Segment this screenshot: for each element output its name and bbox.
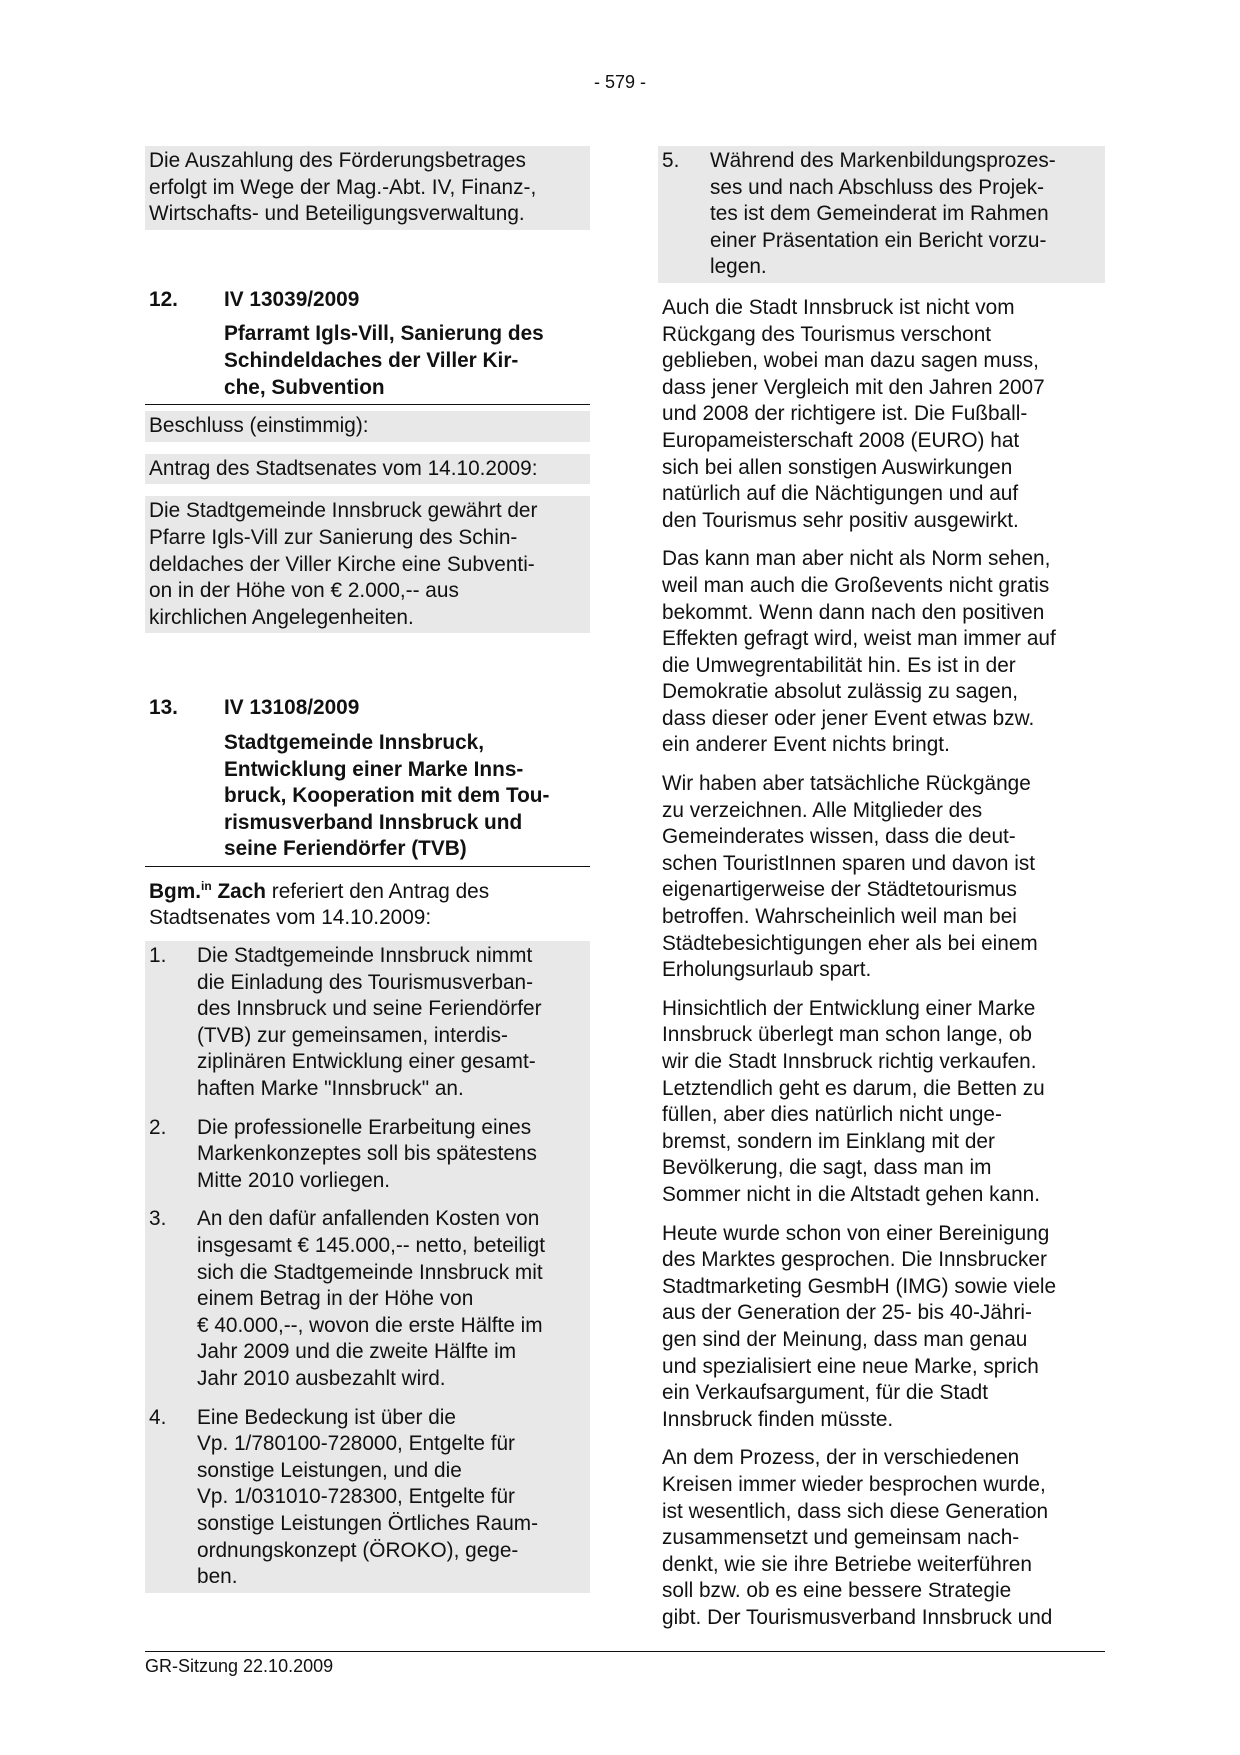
paragraph-line: füllen, aber dies natürlich nicht unge- xyxy=(662,1103,1002,1127)
paragraph-line: weil man auch die Großevents nicht gratis xyxy=(662,573,1050,597)
list-item-line: des Innsbruck und seine Feriendörfer xyxy=(197,997,542,1021)
list-item xyxy=(149,1206,586,1392)
paragraph-line: eigenartigerweise der Städtetourismus xyxy=(662,878,1017,902)
paragraph-line: gen sind der Meinung, dass man genau xyxy=(662,1327,1028,1351)
list-item-line: ben. xyxy=(197,1565,238,1589)
paragraph-line: wir die Stadt Innsbruck richtig verkaufen. xyxy=(662,1050,1037,1073)
paragraph-line: aus der Generation der 25- bis 40-Jähri- xyxy=(662,1301,1032,1325)
paragraph-line: Heute wurde schon von einer Bereinigung xyxy=(662,1221,1050,1245)
list-item-number: 5. xyxy=(662,149,680,172)
list-item xyxy=(149,943,586,1103)
paragraph xyxy=(658,771,1105,984)
list-item-line: Jahr 2010 ausbezahlt wird. xyxy=(197,1366,446,1390)
paragraph xyxy=(658,546,1105,759)
paragraph-line: Innsbruck finden müsste. xyxy=(662,1407,894,1431)
item13-motion-point-5 xyxy=(658,146,1105,283)
paragraph-line: Gemeinderates wissen, dass die deut- xyxy=(662,825,1016,849)
list-item-line: einer Präsentation ein Bericht vorzu- xyxy=(710,228,1047,252)
paragraph-line: dass dieser oder jener Event etwas bzw. xyxy=(662,706,1035,730)
list-item-number: 4. xyxy=(149,1405,167,1429)
paragraph-line: und spezialisiert eine neue Marke, sprich xyxy=(662,1354,1039,1378)
speaker-text: Stadtsenates vom 14.10.2009: xyxy=(149,906,432,930)
agenda-item-12-title xyxy=(145,321,590,405)
agenda-title-line: Pfarramt Igls-Vill, Sanierung des xyxy=(224,322,544,346)
paragraph-line: betroffen. Wahrscheinlich weil man bei xyxy=(662,905,1017,929)
payment-note xyxy=(145,146,590,230)
paragraph-line: ein anderer Event nichts bringt. xyxy=(662,733,950,757)
paragraph-line: Kreisen immer wieder besprochen wurde, xyxy=(662,1472,1046,1496)
paragraph-line: schen TouristInnen sparen und davon ist xyxy=(662,851,1036,875)
right-column xyxy=(658,146,1105,1631)
paragraph xyxy=(658,295,1105,534)
list-item-line: ordnungskonzept (ÖROKO), gege- xyxy=(197,1538,519,1562)
agenda-title-line: Schindeldaches der Viller Kir- xyxy=(224,348,519,372)
resolution-line: deldaches der Viller Kirche eine Subventi- xyxy=(149,552,535,576)
list-item xyxy=(662,148,1101,281)
payment-note-line: Die Auszahlung des Förderungsbetrages xyxy=(149,149,526,172)
paragraph-line: denkt, wie sie ihre Betriebe weiterführen xyxy=(662,1552,1032,1576)
speaker-text: referiert den Antrag des xyxy=(271,879,490,903)
paragraph xyxy=(658,1445,1105,1631)
footer-session-date: GR-Sitzung 22.10.2009 xyxy=(145,1656,334,1676)
paragraph-line: Auch die Stadt Innsbruck ist nicht vom xyxy=(662,295,1015,319)
paragraph-line: Stadtmarketing GesmbH (IMG) sowie viele xyxy=(662,1274,1057,1298)
list-item-line: Markenkonzeptes soll bis spätestens xyxy=(197,1142,537,1166)
paragraph-line: Das kann man aber nicht als Norm sehen, xyxy=(662,547,1051,571)
speaker-title-sup: in xyxy=(201,878,212,893)
resolution-line: Die Stadtgemeinde Innsbruck gewährt der xyxy=(149,499,538,523)
paragraph-line: die Umwegrentabilität hin. Es ist in der xyxy=(662,653,1016,677)
item12-resolution-text xyxy=(145,496,590,633)
list-item-line: sich die Stadtgemeinde Innsbruck mit xyxy=(197,1260,543,1284)
left-column xyxy=(145,146,590,1593)
list-item-line: ziplinären Entwicklung einer gesamt- xyxy=(197,1050,536,1074)
paragraph-line: bekommt. Wenn dann nach den positiven xyxy=(662,600,1045,624)
paragraph-line: Effekten gefragt wird, weist man immer auf xyxy=(662,627,1056,651)
list-item-number: 1. xyxy=(149,944,167,968)
paragraph-line: An dem Prozess, der in verschiedenen xyxy=(662,1446,1020,1470)
paragraph-line: bremst, sondern im Einklang mit der xyxy=(662,1129,995,1153)
agenda-title-line: Entwicklung einer Marke Inns- xyxy=(224,757,524,781)
list-item-line: tes ist dem Gemeinderat im Rahmen xyxy=(710,202,1049,226)
list-item-line: Mitte 2010 vorliegen. xyxy=(197,1168,391,1192)
paragraph xyxy=(658,1221,1105,1434)
agenda-title-line: rismusverband Innsbruck und xyxy=(224,810,523,834)
resolution-line: on in der Höhe von € 2.000,-- aus xyxy=(149,579,459,603)
paragraph-line: soll bzw. ob es eine bessere Strategie xyxy=(662,1579,1012,1603)
paragraph-line: Letztendlich geht es darum, die Betten zu xyxy=(662,1076,1045,1100)
payment-note-line: erfolgt im Wege der Mag.-Abt. IV, Finanz-, xyxy=(149,175,537,199)
paragraph-line: Rückgang des Tourismus verschont xyxy=(662,322,992,346)
agenda-title-line: seine Feriendörfer (TVB) xyxy=(224,837,467,861)
list-item-line: legen. xyxy=(710,255,767,279)
paragraph-line: Sommer nicht in die Altstadt gehen kann. xyxy=(662,1182,1041,1206)
footer-divider xyxy=(145,1651,1105,1652)
paragraph-line: natürlich auf die Nächtigungen und auf xyxy=(662,482,1019,506)
paragraph-line: ist wesentlich, dass sich diese Generation xyxy=(662,1499,1049,1523)
paragraph-line: Demokratie absolut zulässig zu sagen, xyxy=(662,680,1019,704)
list-item-line: einem Betrag in der Höhe von xyxy=(197,1287,474,1311)
paragraph-line: ein Verkaufsargument, für die Stadt xyxy=(662,1381,989,1405)
paragraph-line: dass jener Vergleich mit den Jahren 2007 xyxy=(662,375,1045,399)
speaker-intro xyxy=(145,879,590,932)
list-item-line: haften Marke "Innsbruck" an. xyxy=(197,1077,464,1101)
resolution-line: Pfarre Igls-Vill zur Sanierung des Schin- xyxy=(149,525,518,549)
list-item-line: Vp. 1/780100-728000, Entgelte für xyxy=(197,1432,515,1456)
list-item-line: ses und nach Abschluss des Projek- xyxy=(710,175,1045,199)
list-item-line: sonstige Leistungen Örtliches Raum- xyxy=(197,1511,539,1535)
list-item-line: An den dafür anfallenden Kosten von xyxy=(197,1207,540,1231)
list-item xyxy=(149,1115,586,1195)
paragraph-line: Hinsichtlich der Entwicklung einer Marke xyxy=(662,996,1036,1020)
paragraph-line: Bevölkerung, die sagt, dass man im xyxy=(662,1156,992,1180)
motion-label: Antrag des Stadtsenates vom 14.10.2009: xyxy=(145,454,590,485)
paragraph-line: Innsbruck überlegt man schon lange, ob xyxy=(662,1023,1032,1047)
paragraph-line: Europameisterschaft 2008 (EURO) hat xyxy=(662,428,1020,452)
list-item-line: Vp. 1/031010-728300, Entgelte für xyxy=(197,1485,515,1509)
paragraph-line: den Tourismus sehr positiv ausgewirkt. xyxy=(662,508,1019,532)
list-item-number: 2. xyxy=(149,1115,167,1139)
decision-label: Beschluss (einstimmig): xyxy=(145,411,590,442)
list-item-line: Die professionelle Erarbeitung eines xyxy=(197,1115,532,1139)
paragraph-line: Städtebesichtigungen eher als bei einem xyxy=(662,931,1038,955)
agenda-item-number: 13. xyxy=(149,696,178,720)
list-item-line: insgesamt € 145.000,-- netto, beteiligt xyxy=(197,1234,545,1257)
list-item-line: Jahr 2009 und die zweite Hälfte im xyxy=(197,1340,517,1364)
list-item-line: (TVB) zur gemeinsamen, interdis- xyxy=(197,1023,508,1047)
paragraph-line: zu verzeichnen. Alle Mitglieder des xyxy=(662,798,983,822)
paragraph-line: Erholungsurlaub spart. xyxy=(662,958,872,982)
paragraph xyxy=(658,996,1105,1209)
agenda-item-reference: IV 13039/2009 xyxy=(224,287,360,311)
paragraph-line: des Marktes gesprochen. Die Innsbrucker xyxy=(662,1248,1047,1272)
resolution-line: kirchlichen Angelegenheiten. xyxy=(149,605,414,629)
agenda-title-line: bruck, Kooperation mit dem Tou- xyxy=(224,784,550,808)
list-item-number: 3. xyxy=(149,1207,167,1231)
agenda-title-line: che, Subvention xyxy=(224,375,385,399)
agenda-item-13-header xyxy=(145,695,590,722)
agenda-item-12-header xyxy=(145,287,590,314)
agenda-title-line: Stadtgemeinde Innsbruck, xyxy=(224,730,485,754)
paragraph-line: sich bei allen sonstigen Auswirkungen xyxy=(662,455,1013,479)
paragraph-line: Wir haben aber tatsächliche Rückgänge xyxy=(662,772,1031,796)
list-item-line: Die Stadtgemeinde Innsbruck nimmt xyxy=(197,944,533,968)
speaker-name: Zach xyxy=(217,879,266,903)
payment-note-line: Wirtschafts- und Beteiligungsverwaltung. xyxy=(149,202,525,226)
paragraph-line: geblieben, wobei man dazu sagen muss, xyxy=(662,349,1039,373)
paragraph-line: zusammensetzt und gemeinsam nach- xyxy=(662,1526,1020,1550)
page-number: - 579 - xyxy=(593,72,647,92)
list-item xyxy=(149,1405,586,1591)
paragraph-line: gibt. Der Tourismusverband Innsbruck und xyxy=(662,1605,1053,1629)
item13-motion-list xyxy=(145,941,590,1593)
list-item-line: € 40.000,--, wovon die erste Hälfte im xyxy=(197,1313,543,1337)
agenda-item-13-title xyxy=(145,730,590,867)
agenda-item-reference: IV 13108/2009 xyxy=(224,696,360,720)
paragraph-line: und 2008 der richtigere ist. Die Fußball- xyxy=(662,402,1028,426)
list-item-line: Während des Markenbildungsprozes- xyxy=(710,149,1056,172)
list-item-line: die Einladung des Tourismusverban- xyxy=(197,970,534,994)
speaker-title: Bgm. xyxy=(149,879,201,903)
list-item-line: sonstige Leistungen, und die xyxy=(197,1458,462,1482)
agenda-item-number: 12. xyxy=(149,287,178,311)
list-item-line: Eine Bedeckung ist über die xyxy=(197,1405,456,1429)
